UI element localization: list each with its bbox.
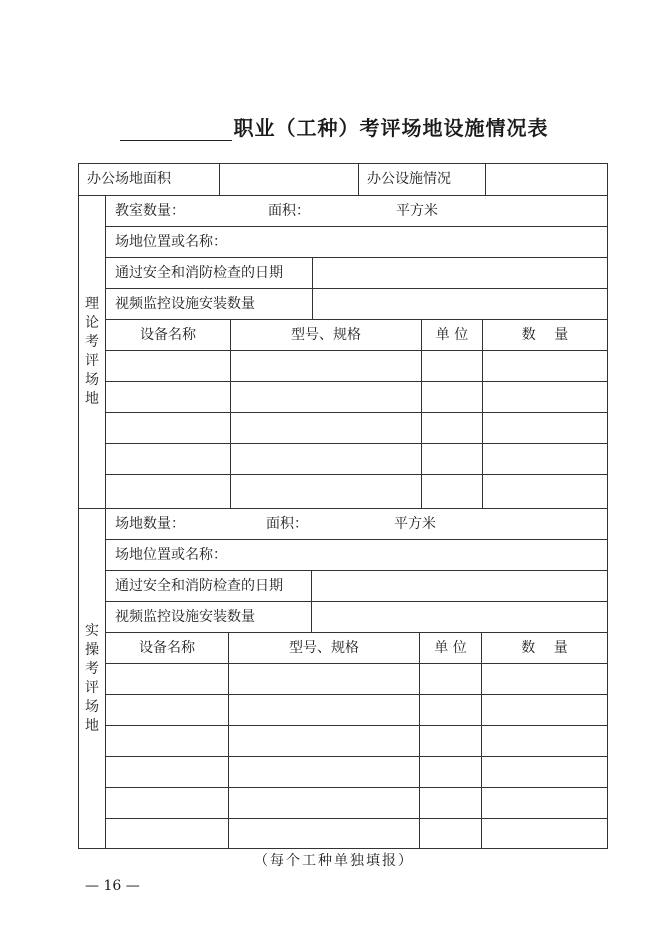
equipment-row[interactable] <box>106 664 607 695</box>
divider <box>228 695 229 725</box>
divider <box>230 444 231 474</box>
divider <box>482 444 483 474</box>
practice-inner <box>106 509 607 848</box>
office-area-value-cell[interactable] <box>220 164 358 195</box>
side-char: 实 <box>85 622 99 639</box>
equipment-row[interactable] <box>106 351 607 382</box>
safety-check-date-cell[interactable] <box>313 258 607 288</box>
video-count-value-cell[interactable] <box>313 289 607 319</box>
divider <box>228 819 229 848</box>
col-quantity: 数 量 <box>521 640 568 656</box>
sqm-label: 平方米 <box>396 203 438 219</box>
side-char: 评 <box>85 679 99 696</box>
divider <box>482 475 483 508</box>
side-char: 理 <box>85 296 99 312</box>
divider <box>481 819 482 848</box>
divider <box>481 695 482 725</box>
side-char: 场 <box>85 698 99 715</box>
safety-check-label: 通过安全和消防检查的日期 <box>115 578 283 594</box>
safety-check-date-cell[interactable] <box>312 571 607 601</box>
practice-assessment-section <box>79 509 607 848</box>
theory-side-label <box>79 196 106 508</box>
office-info-row <box>79 164 607 196</box>
divider <box>419 757 420 787</box>
divider <box>419 819 420 848</box>
col-equipment-name: 设备名称 <box>139 640 195 656</box>
divider <box>421 413 422 443</box>
area-label: 面积： <box>268 203 310 219</box>
divider <box>228 726 229 756</box>
classroom-row[interactable] <box>106 196 607 227</box>
location-row[interactable] <box>106 540 607 571</box>
side-char: 考 <box>85 334 99 350</box>
col-unit: 单 位 <box>434 640 467 656</box>
location-row[interactable] <box>106 227 607 258</box>
video-monitor-row <box>106 289 607 320</box>
video-count-label: 视频监控设施安装数量 <box>115 296 255 312</box>
divider <box>228 757 229 787</box>
safety-check-row <box>106 571 607 602</box>
practice-side-label <box>79 509 106 848</box>
side-char: 地 <box>85 717 99 734</box>
divider <box>421 382 422 412</box>
office-facilities-label: 办公设施情况 <box>367 171 451 187</box>
divider <box>482 413 483 443</box>
form-title-text: 职业（工种）考评场地设施情况表 <box>233 116 549 140</box>
fill-instruction-note: （每个工种单独填报） <box>254 853 414 869</box>
location-label: 场地位置或名称： <box>115 547 227 563</box>
equipment-row[interactable] <box>106 475 607 508</box>
equipment-row[interactable] <box>106 444 607 475</box>
divider <box>482 382 483 412</box>
facility-form-table <box>78 163 608 849</box>
side-char: 场 <box>85 372 99 388</box>
equipment-row[interactable] <box>106 757 607 788</box>
equipment-row[interactable] <box>106 382 607 413</box>
col-model-spec: 型号、规格 <box>289 640 359 656</box>
side-char: 评 <box>85 353 99 369</box>
area-label: 面积： <box>266 516 308 532</box>
divider <box>421 444 422 474</box>
video-count-value-cell[interactable] <box>312 602 607 632</box>
divider <box>482 351 483 381</box>
divider <box>230 475 231 508</box>
occupation-blank-line[interactable] <box>120 118 232 141</box>
side-char: 操 <box>85 641 99 658</box>
equipment-row[interactable] <box>106 695 607 726</box>
col-equipment-name: 设备名称 <box>140 327 196 343</box>
col-model-spec: 型号、规格 <box>291 327 361 343</box>
divider <box>481 726 482 756</box>
col-unit: 单 位 <box>435 327 469 343</box>
classroom-count-label: 教室数量： <box>115 203 185 219</box>
safety-check-label: 通过安全和消防检查的日期 <box>115 265 283 281</box>
form-title <box>0 112 668 141</box>
safety-check-row <box>106 258 607 289</box>
divider <box>481 788 482 818</box>
equipment-row[interactable] <box>106 413 607 444</box>
divider <box>230 351 231 381</box>
theory-assessment-section <box>79 196 607 509</box>
divider <box>419 695 420 725</box>
location-label: 场地位置或名称： <box>115 234 227 250</box>
side-char: 考 <box>85 660 99 677</box>
equipment-row[interactable] <box>106 819 607 848</box>
divider <box>421 351 422 381</box>
divider <box>419 788 420 818</box>
divider <box>481 664 482 694</box>
col-quantity: 数 量 <box>521 327 569 343</box>
side-char: 论 <box>85 315 99 331</box>
equipment-header-row <box>106 320 607 351</box>
equipment-row[interactable] <box>106 726 607 757</box>
divider <box>228 788 229 818</box>
divider <box>230 413 231 443</box>
site-count-label: 场地数量： <box>115 516 185 532</box>
sqm-label: 平方米 <box>394 516 436 532</box>
divider <box>481 757 482 787</box>
video-monitor-row <box>106 602 607 633</box>
site-count-row[interactable] <box>106 509 607 540</box>
side-char: 地 <box>85 391 99 407</box>
divider <box>230 382 231 412</box>
office-facilities-value-cell[interactable] <box>486 164 606 195</box>
office-area-label: 办公场地面积 <box>87 171 171 187</box>
divider <box>419 726 420 756</box>
divider <box>421 475 422 508</box>
theory-inner <box>106 196 607 508</box>
divider <box>419 664 420 694</box>
divider <box>228 664 229 694</box>
equipment-header-row <box>106 633 607 664</box>
equipment-row[interactable] <box>106 788 607 819</box>
video-count-label: 视频监控设施安装数量 <box>115 609 255 625</box>
page-number: — 16 — <box>85 878 140 894</box>
